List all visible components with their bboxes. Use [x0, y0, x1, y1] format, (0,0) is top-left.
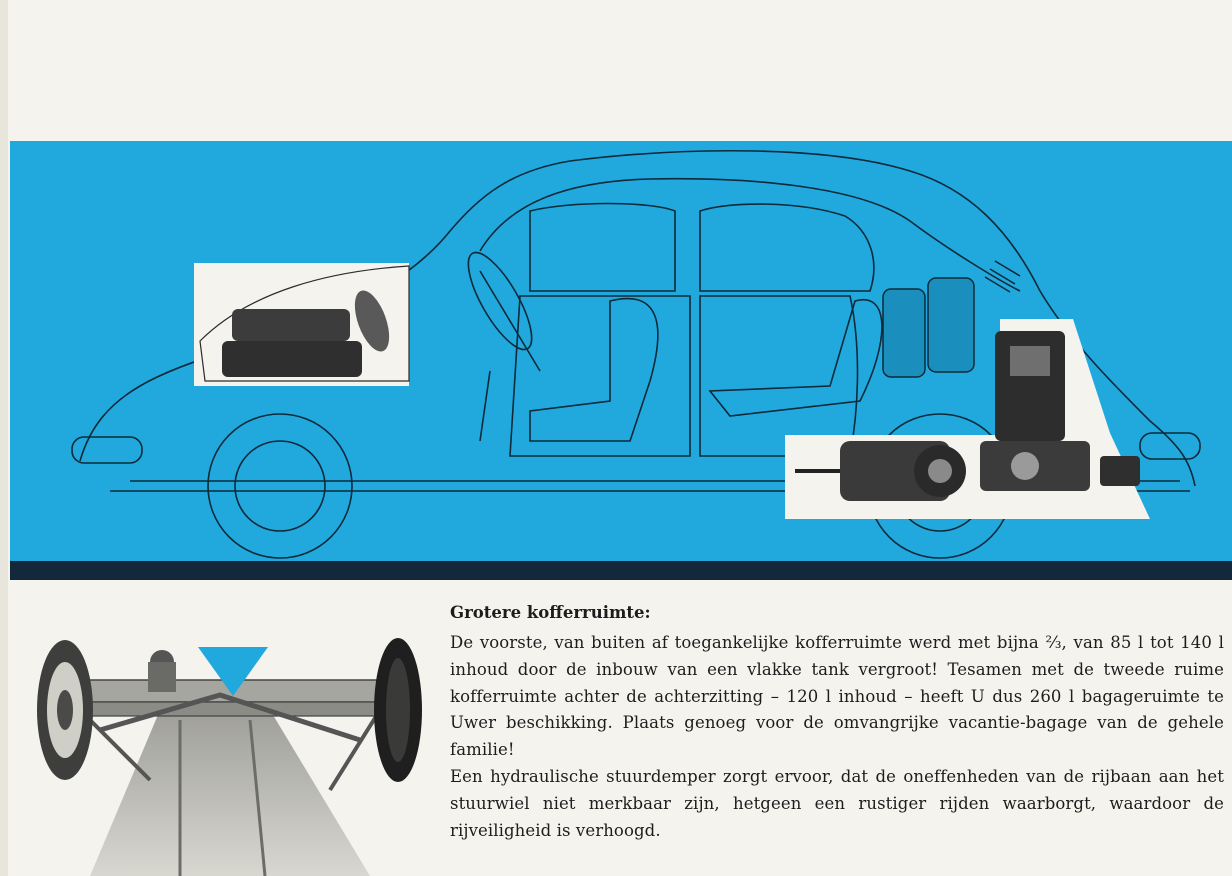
article-paragraph-2: Een hydraulische stuurdemper zorgt ervoor, dat de oneffenheden van de rijbaan aan het stuurwiel niet merkbaar zijn, hetgeen een rustiger rijden waarborgt, waardoor de rijveiligheid is verhoogd. — [450, 766, 1224, 840]
front-axle-photo — [30, 600, 430, 876]
door-outline — [510, 296, 690, 456]
article-paragraph-1: De voorste, van buiten af toegankelijke kofferruimte werd met bijna ⅔, van 85 l tot 140 l inhoud door de inbouw van een vlakke tank vergroot! Tesamen met de tweede ruime kofferruimte achter de achterzitting – 120 l inhoud – heeft U dus 260 l bagageruimte te Uwer beschikking. Plaats genoeg voor de omvangrijke vacantie-bagage van de gehele familie! — [450, 633, 1224, 760]
rear-bumper — [1140, 433, 1200, 459]
rear-luggage — [883, 278, 974, 377]
article-text — [450, 600, 1224, 844]
rear-window — [700, 204, 874, 291]
front-window — [530, 204, 675, 292]
front-wheel — [208, 414, 352, 558]
divider-band — [10, 561, 1232, 580]
steering-column — [480, 271, 540, 371]
front-bumper — [72, 437, 142, 463]
car-cutaway-illustration — [10, 141, 1232, 561]
article-heading: Grotere kofferruimte: — [450, 603, 651, 622]
front-seat — [530, 299, 658, 441]
page-edge — [0, 0, 8, 876]
car-roofline-inner — [480, 179, 1020, 291]
